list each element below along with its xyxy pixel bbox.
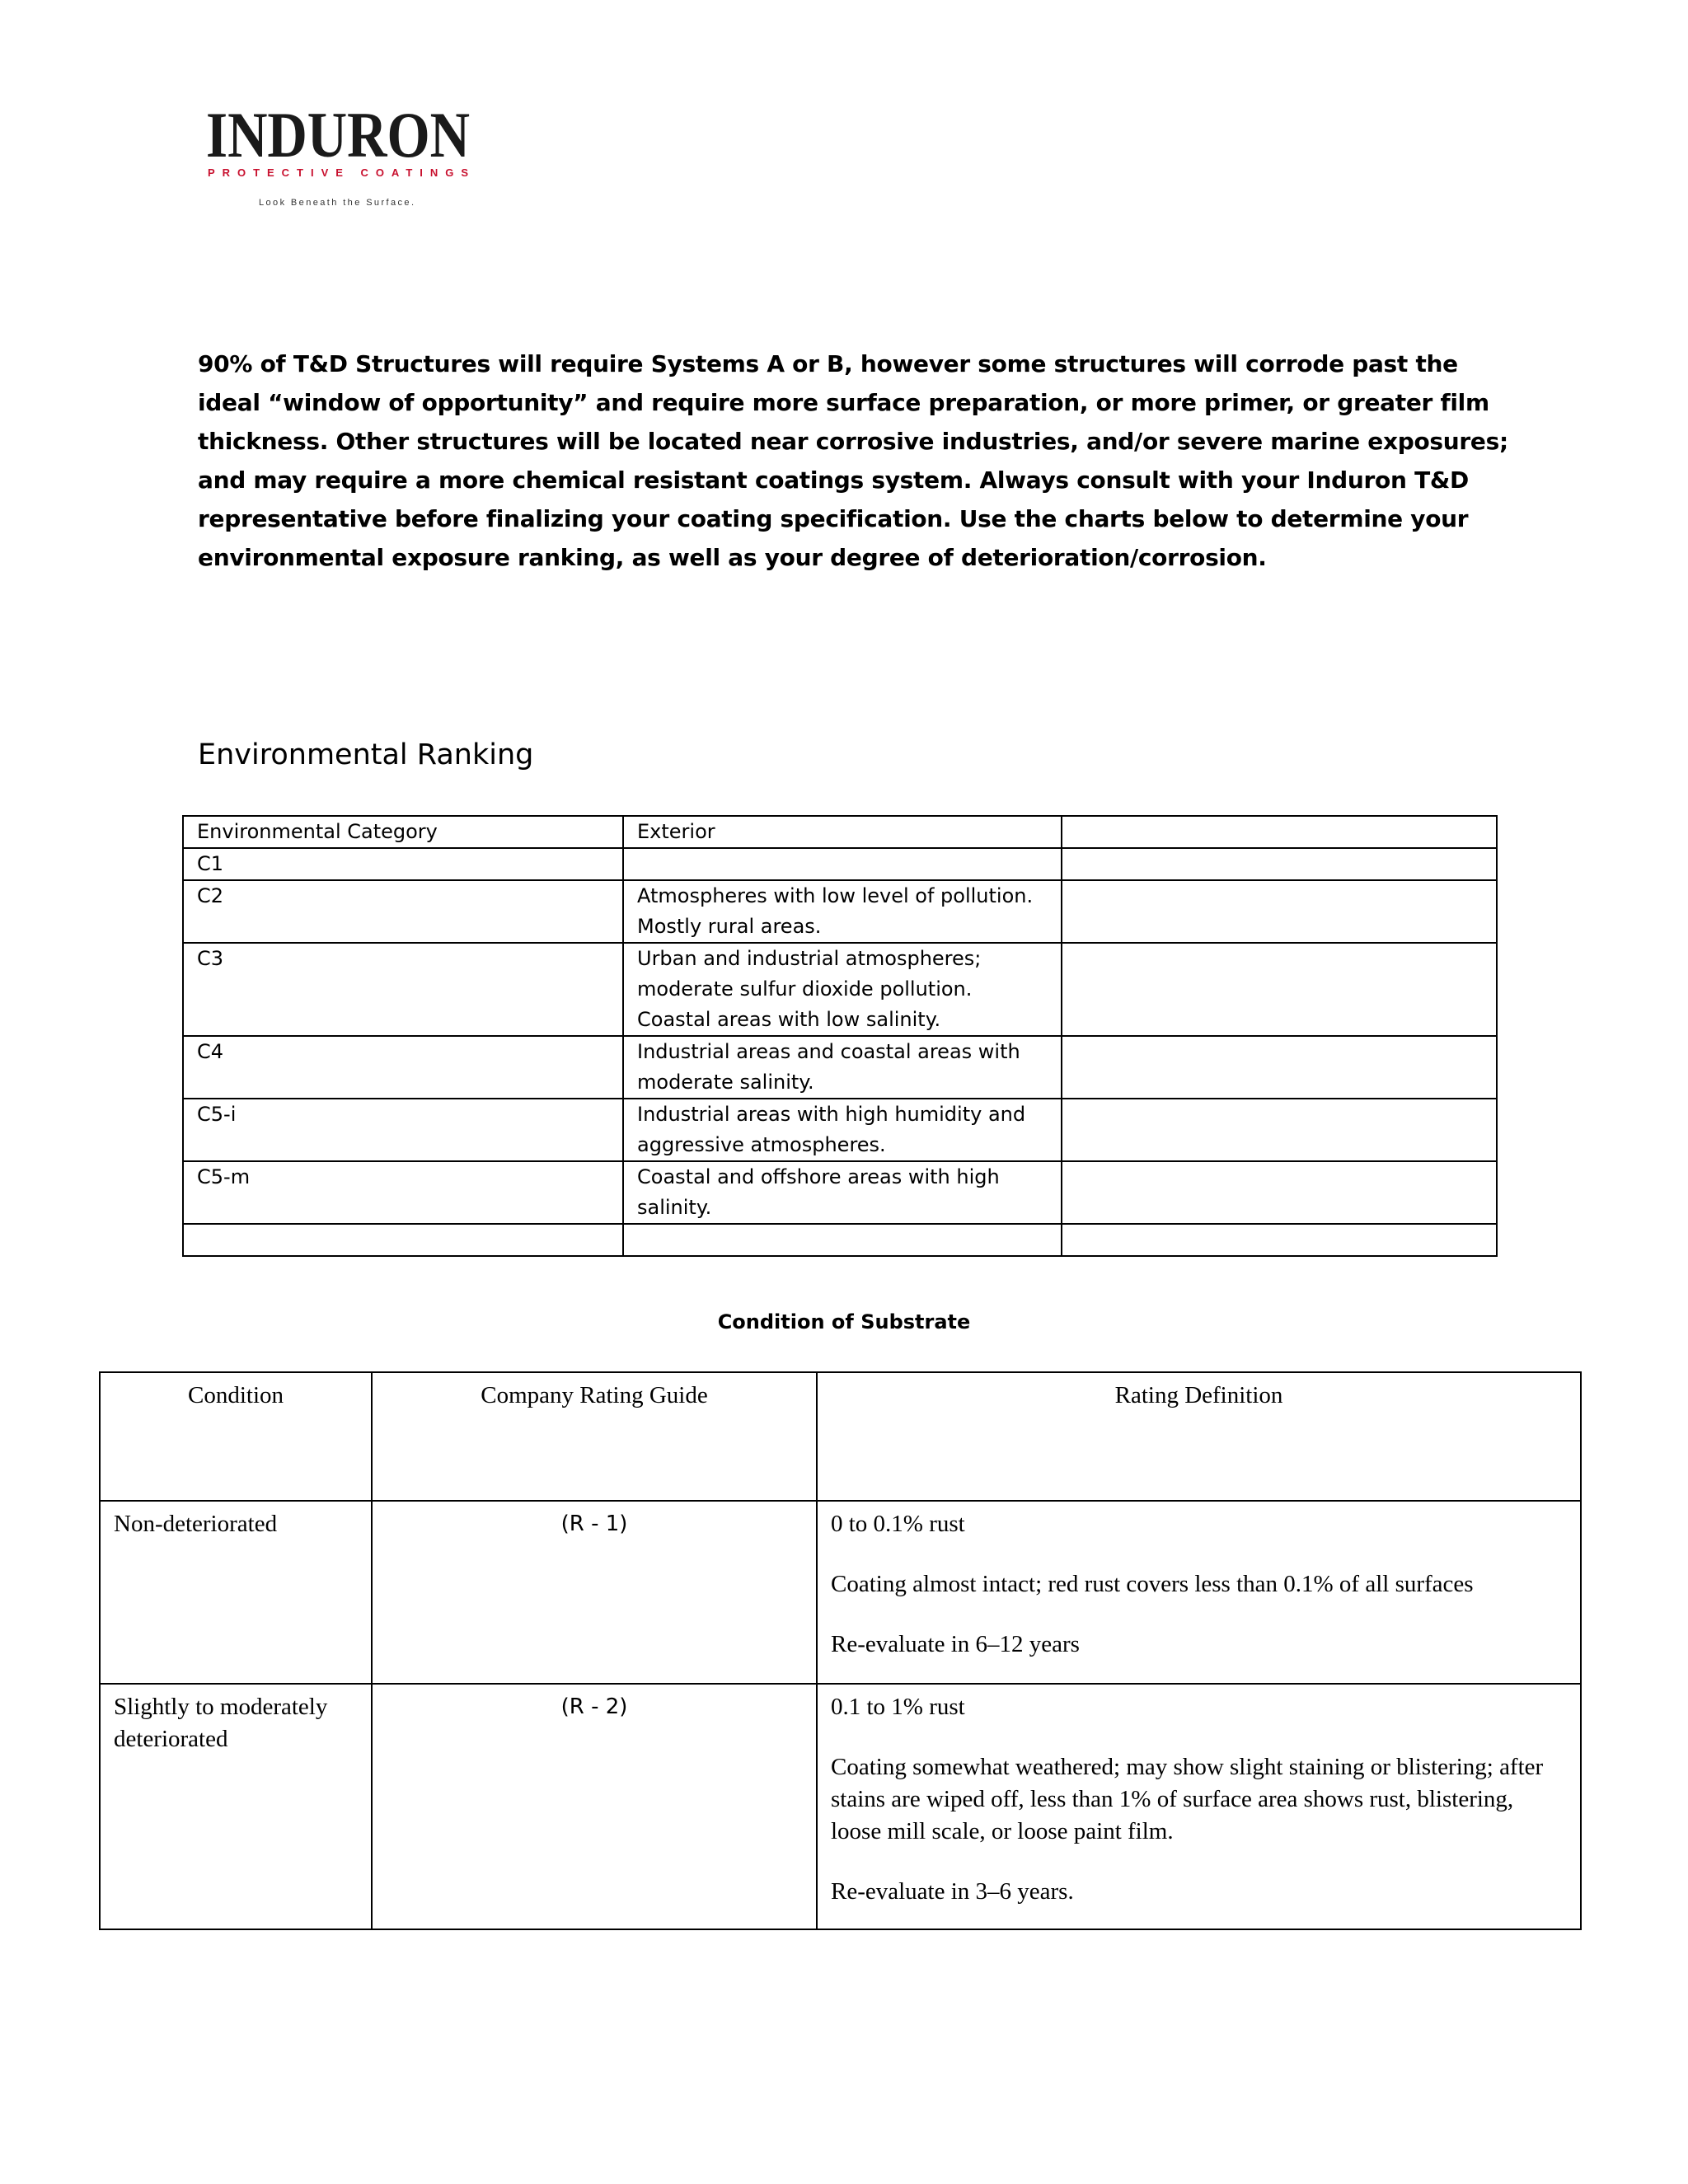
environmental-ranking-heading: Environmental Ranking [198, 738, 534, 771]
induron-logo [206, 107, 478, 214]
category-cell: C5-i [183, 1099, 623, 1161]
table-row [183, 848, 1497, 880]
header-company-rating-guide: Company Rating Guide [372, 1372, 817, 1501]
definition-cell [817, 1684, 1581, 1929]
rating-cell: (R - 1) [372, 1501, 817, 1684]
header-environmental-category: Environmental Category [183, 816, 623, 848]
condition-of-substrate-heading: Condition of Substrate [717, 1310, 971, 1333]
category-cell: C1 [183, 848, 623, 880]
header-empty [1062, 816, 1497, 848]
definition-rust-range: 0 to 0.1% rust [831, 1511, 965, 1537]
category-cell: C4 [183, 1036, 623, 1099]
table-row [183, 880, 1497, 943]
extra-cell [1062, 1036, 1497, 1099]
logo-slogan: Look Beneath the Surface. [259, 198, 414, 208]
table-row [183, 943, 1497, 1036]
definition-reevaluate: Re-evaluate in 6–12 years [831, 1631, 1080, 1657]
condition-cell: Slightly to moderately deteriorated [100, 1684, 372, 1929]
definition-reevaluate: Re-evaluate in 3–6 years. [831, 1878, 1074, 1905]
extra-cell [1062, 848, 1497, 880]
condition-cell: Non-deteriorated [100, 1501, 372, 1684]
category-cell: C5-m [183, 1161, 623, 1224]
category-cell: C2 [183, 880, 623, 943]
table-row [100, 1501, 1581, 1684]
rating-cell: (R - 2) [372, 1684, 817, 1929]
extra-cell [1062, 880, 1497, 943]
logo-wordmark: INDURON [206, 107, 470, 171]
condition-of-substrate-table [99, 1371, 1582, 1930]
header-exterior: Exterior [623, 816, 1062, 848]
category-cell [183, 1224, 623, 1256]
exterior-cell: Industrial areas and coastal areas with moderate salinity. [623, 1036, 1062, 1099]
table-row [183, 1099, 1497, 1161]
extra-cell [1062, 1161, 1497, 1224]
logo-tagline: PROTECTIVE COATINGS [208, 166, 468, 179]
exterior-cell: Coastal and offshore areas with high salinity. [623, 1161, 1062, 1224]
exterior-cell: Atmospheres with low level of pollution. Mostly rural areas. [623, 880, 1062, 943]
definition-rust-range: 0.1 to 1% rust [831, 1694, 965, 1720]
definition-description: Coating somewhat weathered; may show slight staining or blistering; after stains are wiped off, less than 1% of surface area shows rust, blistering, loose mill scale, or loose paint film. [831, 1754, 1544, 1844]
table-row [100, 1684, 1581, 1929]
table-row [183, 1161, 1497, 1224]
header-rating-definition: Rating Definition [817, 1372, 1581, 1501]
exterior-cell [623, 1224, 1062, 1256]
environmental-ranking-table [182, 815, 1498, 1257]
exterior-cell [623, 848, 1062, 880]
definition-cell [817, 1501, 1581, 1684]
definition-description: Coating almost intact; red rust covers less than 0.1% of all surfaces [831, 1571, 1474, 1597]
intro-paragraph: 90% of T&D Structures will require Systems A or B, however some structures will corrode past the ideal “window of opportunity” and require more surface preparation, or more primer, or greater film thickness. Other structures will be located near corrosive industries, and/or severe marine exposures; and may require a more chemical resistant coatings system. Always consult with your Induron T&D representative before finalizing your coating specification. Use the charts below to determine your environmental exposure ranking, as well as your degree of deterioration/corrosion. [198, 350, 1508, 571]
table-row [183, 1036, 1497, 1099]
table-row [183, 1224, 1497, 1256]
exterior-cell: Industrial areas with high humidity and aggressive atmospheres. [623, 1099, 1062, 1161]
extra-cell [1062, 1224, 1497, 1256]
header-condition: Condition [100, 1372, 372, 1501]
extra-cell [1062, 943, 1497, 1036]
extra-cell [1062, 1099, 1497, 1161]
category-cell: C3 [183, 943, 623, 1036]
table-header-row [100, 1372, 1581, 1501]
exterior-cell: Urban and industrial atmospheres; moderate sulfur dioxide pollution. Coastal areas with low salinity. [623, 943, 1062, 1036]
table-header-row [183, 816, 1497, 848]
